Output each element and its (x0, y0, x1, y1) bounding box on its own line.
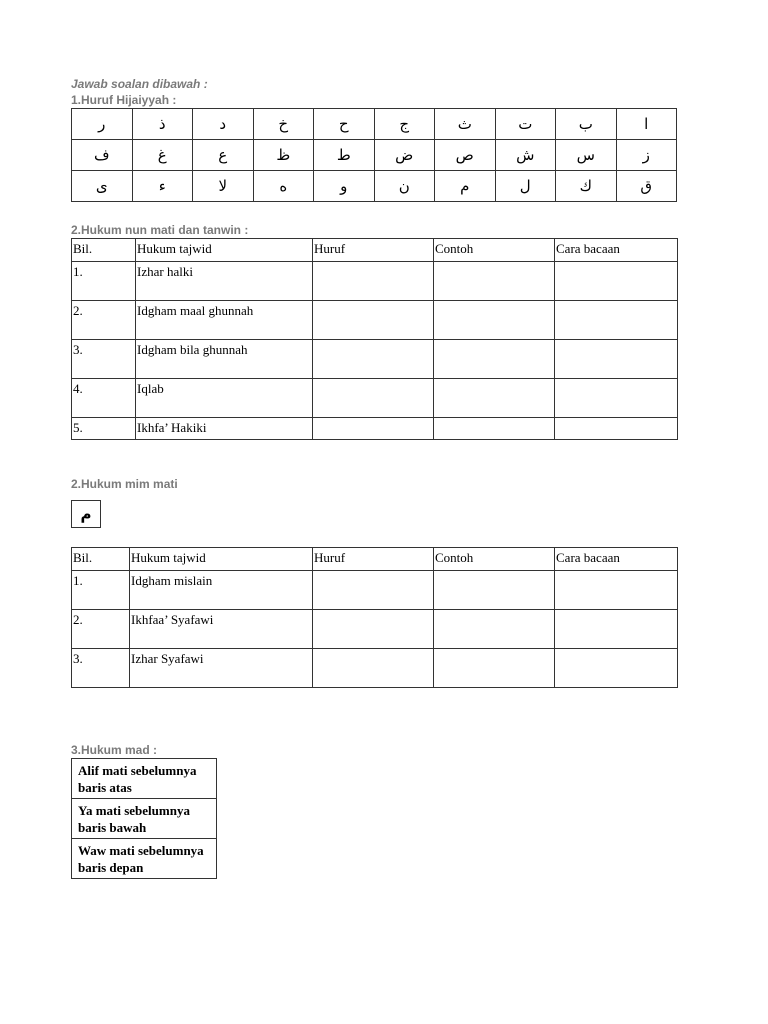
header-huruf: Huruf (313, 239, 434, 262)
mad-item: Alif mati sebelumnya baris atas (72, 759, 217, 799)
table-row (72, 418, 678, 440)
huruf-cell: ز (616, 140, 677, 171)
huruf-cell: ى (72, 171, 133, 202)
bil-cell: 3. (72, 340, 136, 379)
header-cara-bacaan: Cara bacaan (555, 239, 678, 262)
section-huruf-hijaiyyah-title: 1.Huruf Hijaiyyah : (71, 93, 177, 107)
hukum-cell: Izhar halki (136, 262, 313, 301)
table-row (72, 379, 678, 418)
huruf-cell: ع (193, 140, 254, 171)
table-row (72, 340, 678, 379)
bil-cell: 3. (72, 649, 130, 688)
table-row (72, 301, 678, 340)
header-bil: Bil. (72, 239, 136, 262)
huruf-cell: ر (72, 109, 133, 140)
huruf-cell: ج (374, 109, 435, 140)
huruf-cell: ء (132, 171, 193, 202)
table-row (72, 759, 217, 799)
bil-cell: 4. (72, 379, 136, 418)
huruf-cell: ش (495, 140, 556, 171)
header-huruf: Huruf (313, 548, 434, 571)
header-contoh: Contoh (434, 239, 555, 262)
contoh-answer-cell[interactable] (434, 262, 555, 301)
cara-bacaan-answer-cell[interactable] (555, 571, 678, 610)
header-bil: Bil. (72, 548, 130, 571)
huruf-cell: د (193, 109, 254, 140)
huruf-row (72, 109, 677, 140)
contoh-answer-cell[interactable] (434, 340, 555, 379)
header-contoh: Contoh (434, 548, 555, 571)
contoh-answer-cell[interactable] (434, 610, 555, 649)
huruf-row (72, 171, 677, 202)
hukum-cell: Izhar Syafawi (130, 649, 313, 688)
bil-cell: 1. (72, 571, 130, 610)
mim-mati-table (71, 547, 678, 688)
huruf-cell: ض (374, 140, 435, 171)
section-nun-mati-title: 2.Hukum nun mati dan tanwin : (71, 223, 249, 237)
mim-letter-box: م (71, 500, 101, 528)
huruf-answer-cell[interactable] (313, 571, 434, 610)
hukum-cell: Ikhfaa’ Syafawi (130, 610, 313, 649)
huruf-cell: خ (253, 109, 314, 140)
cara-bacaan-answer-cell[interactable] (555, 610, 678, 649)
huruf-cell: ف (72, 140, 133, 171)
huruf-cell: ص (435, 140, 496, 171)
huruf-cell: ت (495, 109, 556, 140)
bil-cell: 1. (72, 262, 136, 301)
bil-cell: 2. (72, 610, 130, 649)
table-row (72, 799, 217, 839)
huruf-cell: س (556, 140, 617, 171)
contoh-answer-cell[interactable] (434, 301, 555, 340)
bil-cell: 2. (72, 301, 136, 340)
huruf-cell: و (314, 171, 375, 202)
huruf-cell: لا (193, 171, 254, 202)
huruf-answer-cell[interactable] (313, 379, 434, 418)
table-row (72, 839, 217, 879)
huruf-answer-cell[interactable] (313, 418, 434, 440)
huruf-cell: غ (132, 140, 193, 171)
huruf-cell: ح (314, 109, 375, 140)
header-hukum-tajwid: Hukum tajwid (136, 239, 313, 262)
bil-cell: 5. (72, 418, 136, 440)
huruf-answer-cell[interactable] (313, 649, 434, 688)
huruf-hijaiyyah-grid (71, 108, 677, 202)
contoh-answer-cell[interactable] (434, 649, 555, 688)
huruf-cell: ط (314, 140, 375, 171)
huruf-cell: ق (616, 171, 677, 202)
nun-mati-table (71, 238, 678, 440)
huruf-cell: ا (616, 109, 677, 140)
header-hukum-tajwid: Hukum tajwid (130, 548, 313, 571)
huruf-cell: ل (495, 171, 556, 202)
instruction-text: Jawab soalan dibawah : (71, 77, 208, 91)
table-header-row (72, 548, 678, 571)
huruf-cell: ه (253, 171, 314, 202)
huruf-answer-cell[interactable] (313, 340, 434, 379)
cara-bacaan-answer-cell[interactable] (555, 418, 678, 440)
table-row (72, 649, 678, 688)
table-row (72, 571, 678, 610)
contoh-answer-cell[interactable] (434, 418, 555, 440)
hukum-cell: Iqlab (136, 379, 313, 418)
contoh-answer-cell[interactable] (434, 379, 555, 418)
hukum-mad-table (71, 758, 217, 879)
huruf-answer-cell[interactable] (313, 610, 434, 649)
huruf-cell: ن (374, 171, 435, 202)
cara-bacaan-answer-cell[interactable] (555, 262, 678, 301)
huruf-answer-cell[interactable] (313, 262, 434, 301)
huruf-answer-cell[interactable] (313, 301, 434, 340)
huruf-cell: ث (435, 109, 496, 140)
huruf-row (72, 140, 677, 171)
table-row (72, 610, 678, 649)
huruf-cell: ب (556, 109, 617, 140)
header-cara-bacaan: Cara bacaan (555, 548, 678, 571)
cara-bacaan-answer-cell[interactable] (555, 340, 678, 379)
cara-bacaan-answer-cell[interactable] (555, 301, 678, 340)
mad-item: Ya mati sebelumnya baris bawah (72, 799, 217, 839)
section-hukum-mad-title: 3.Hukum mad : (71, 743, 158, 757)
cara-bacaan-answer-cell[interactable] (555, 649, 678, 688)
table-row (72, 262, 678, 301)
huruf-cell: ذ (132, 109, 193, 140)
hukum-cell: Idgham mislain (130, 571, 313, 610)
table-header-row (72, 239, 678, 262)
mad-item: Waw mati sebelumnya baris depan (72, 839, 217, 879)
hukum-cell: Ikhfa’ Hakiki (136, 418, 313, 440)
hukum-cell: Idgham bila ghunnah (136, 340, 313, 379)
hukum-cell: Idgham maal ghunnah (136, 301, 313, 340)
huruf-cell: ظ (253, 140, 314, 171)
section-mim-mati-title: 2.Hukum mim mati (71, 477, 178, 491)
huruf-cell: ك (556, 171, 617, 202)
huruf-cell: م (435, 171, 496, 202)
contoh-answer-cell[interactable] (434, 571, 555, 610)
cara-bacaan-answer-cell[interactable] (555, 379, 678, 418)
